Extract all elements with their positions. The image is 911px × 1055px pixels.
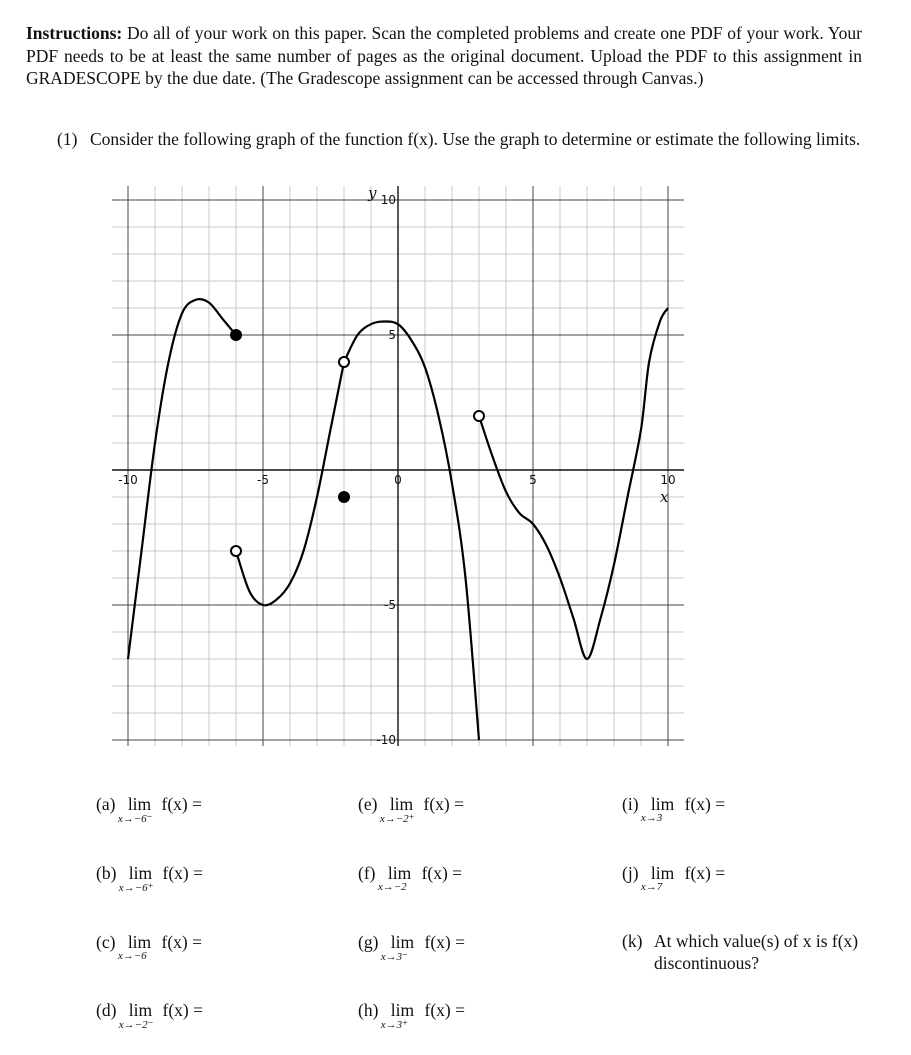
limit-expression: f(x) = [424, 1000, 465, 1020]
question-label: (f) [358, 863, 376, 883]
limit-expression: f(x) = [161, 794, 203, 814]
question-label: (g) [358, 932, 379, 952]
limit-expression: f(x) = [162, 863, 203, 883]
closed-point [339, 492, 349, 502]
x-tick-label: 10 [660, 473, 676, 487]
lim-text: lim [127, 932, 152, 952]
question-k-text: At which value(s) of x is f(x) discontinuous? [654, 931, 859, 973]
question-label: (d) [96, 1000, 117, 1020]
limit-operator [118, 863, 154, 894]
y-axis-label: y [368, 184, 377, 202]
question-g [358, 932, 465, 963]
x-tick-label: 5 [529, 473, 537, 487]
instructions-label: Instructions: [26, 23, 123, 43]
question-b [96, 863, 203, 894]
lim-text: lim [650, 863, 675, 883]
question-c [96, 932, 203, 962]
x-tick-label: -10 [118, 473, 138, 487]
lim-text: lim [128, 1000, 153, 1020]
open-point [474, 411, 484, 421]
limit-expression: f(x) = [161, 932, 203, 952]
lim-text: lim [128, 863, 153, 883]
limit-operator [640, 863, 675, 893]
open-point [339, 357, 349, 367]
question-label: (e) [358, 794, 378, 814]
limit-subscript: x→−6⁺ [118, 882, 154, 894]
limit-subscript: x→3⁺ [380, 1019, 408, 1031]
closed-point [231, 330, 241, 340]
function-curve-piece3 [344, 321, 479, 740]
limit-operator [380, 1000, 415, 1031]
limit-expression: f(x) = [684, 863, 726, 883]
y-tick-label: 5 [388, 328, 396, 342]
limit-expression: f(x) = [162, 1000, 203, 1020]
instructions-text: Do all of your work on this paper. Scan the completed problems and create one PDF of your work. Your PDF needs to be at least the same number of pages as the original document. Upload the PDF to this assignment in GRADESCOPE by the due date. (The Gradescope assignment can be accessed through Canvas.) [26, 23, 863, 88]
question-i [622, 794, 726, 824]
limit-subscript: x→−2⁺ [379, 813, 415, 825]
limit-operator [118, 1000, 154, 1031]
y-tick-label: 10 [380, 193, 396, 207]
question-label: (h) [358, 1000, 379, 1020]
problem-number: (1) [57, 129, 78, 149]
limit-subscript: x→−2⁻ [118, 1019, 154, 1031]
limit-subscript: x→3⁻ [380, 951, 408, 963]
limit-expression: f(x) = [424, 932, 465, 952]
question-label: (i) [622, 794, 639, 814]
question-label: (b) [96, 863, 117, 883]
y-tick-label: -5 [384, 598, 396, 612]
question-label: (j) [622, 863, 639, 883]
x-axis-label: x [660, 488, 669, 506]
limit-subscript: x→3 [640, 812, 663, 824]
limit-operator [117, 794, 153, 825]
question-f [358, 863, 463, 893]
lim-text: lim [390, 932, 415, 952]
x-tick-label: 0 [394, 473, 402, 487]
limit-expression: f(x) = [421, 863, 463, 883]
question-label: (k) [622, 931, 643, 951]
function-curve-piece4 [479, 308, 668, 659]
question-e [358, 794, 465, 825]
x-tick-label: -5 [257, 473, 269, 487]
question-label: (a) [96, 794, 116, 814]
limit-operator [380, 932, 415, 963]
limit-operator [640, 794, 675, 824]
lim-text: lim [387, 863, 412, 883]
question-j [622, 863, 726, 893]
open-point [231, 546, 241, 556]
y-tick-label: -10 [376, 733, 396, 747]
limit-operator [117, 932, 152, 962]
limit-expression: f(x) = [423, 794, 465, 814]
question-a [96, 794, 203, 825]
lim-text: lim [650, 794, 675, 814]
limit-subscript: x→−2 [377, 881, 407, 893]
limit-operator [377, 863, 412, 893]
lim-text: lim [389, 794, 414, 814]
lim-text: lim [390, 1000, 415, 1020]
limit-subscript: x→−6 [117, 950, 147, 962]
limit-subscript: x→7 [640, 881, 663, 893]
question-label: (c) [96, 932, 116, 952]
limit-operator [379, 794, 415, 825]
problem-text: Consider the following graph of the function f(x). Use the graph to determine or estimate the following limits. [90, 129, 861, 149]
limit-expression: f(x) = [684, 794, 726, 814]
question-d [96, 1000, 203, 1031]
lim-text: lim [127, 794, 152, 814]
question-k [622, 930, 872, 974]
question-h [358, 1000, 465, 1031]
limit-subscript: x→−6⁻ [117, 813, 153, 825]
